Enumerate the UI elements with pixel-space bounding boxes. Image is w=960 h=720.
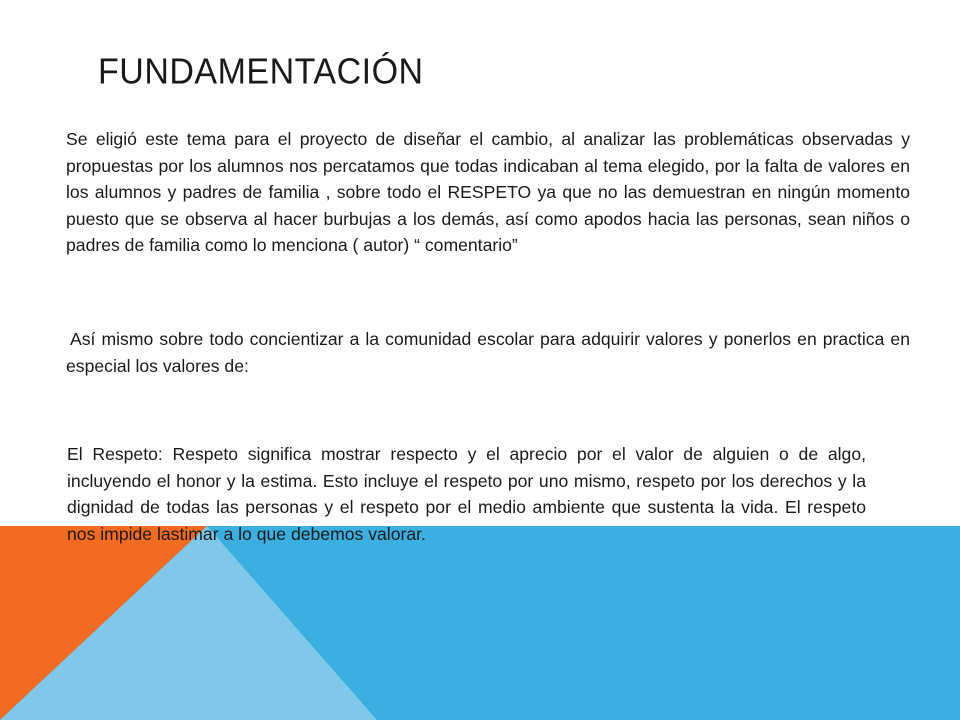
definition-paragraph: [67, 441, 866, 547]
slide-title: FUNDAMENTACIÓN: [98, 52, 424, 92]
definition-term: El Respeto:: [67, 444, 163, 464]
body-paragraph-1: Se eligió este tema para el proyecto de diseñar el cambio, al analizar las problemáticas observadas y propuestas por los alumnos nos percatamos que todas indicaban al tema elegido, por la falta de valores en los alumnos y padres de familia , sobre todo el RESPETO ya que no las demuestran en ningún momento puesto que se observa al hacer burbujas a los demás, así como apodos hacia las personas, sean niños o padres de familia como lo menciona ( autor) “ comentario”: [66, 129, 910, 256]
body-paragraph-2: Así mismo sobre todo concientizar a la comunidad escolar para adquirir valores y ponerlos en practica en especial los valores de:: [66, 329, 910, 376]
definition-text: Respeto significa mostrar respecto y el aprecio por el valor de alguien o de algo, incluyendo el honor y la estima. Esto incluye el respeto por uno mismo, respeto por los derechos y la dignidad de todas las personas y el respeto por el medio ambiente que sustenta la vida. El respeto nos impide lastimar a lo que debemos valorar.: [67, 444, 866, 544]
